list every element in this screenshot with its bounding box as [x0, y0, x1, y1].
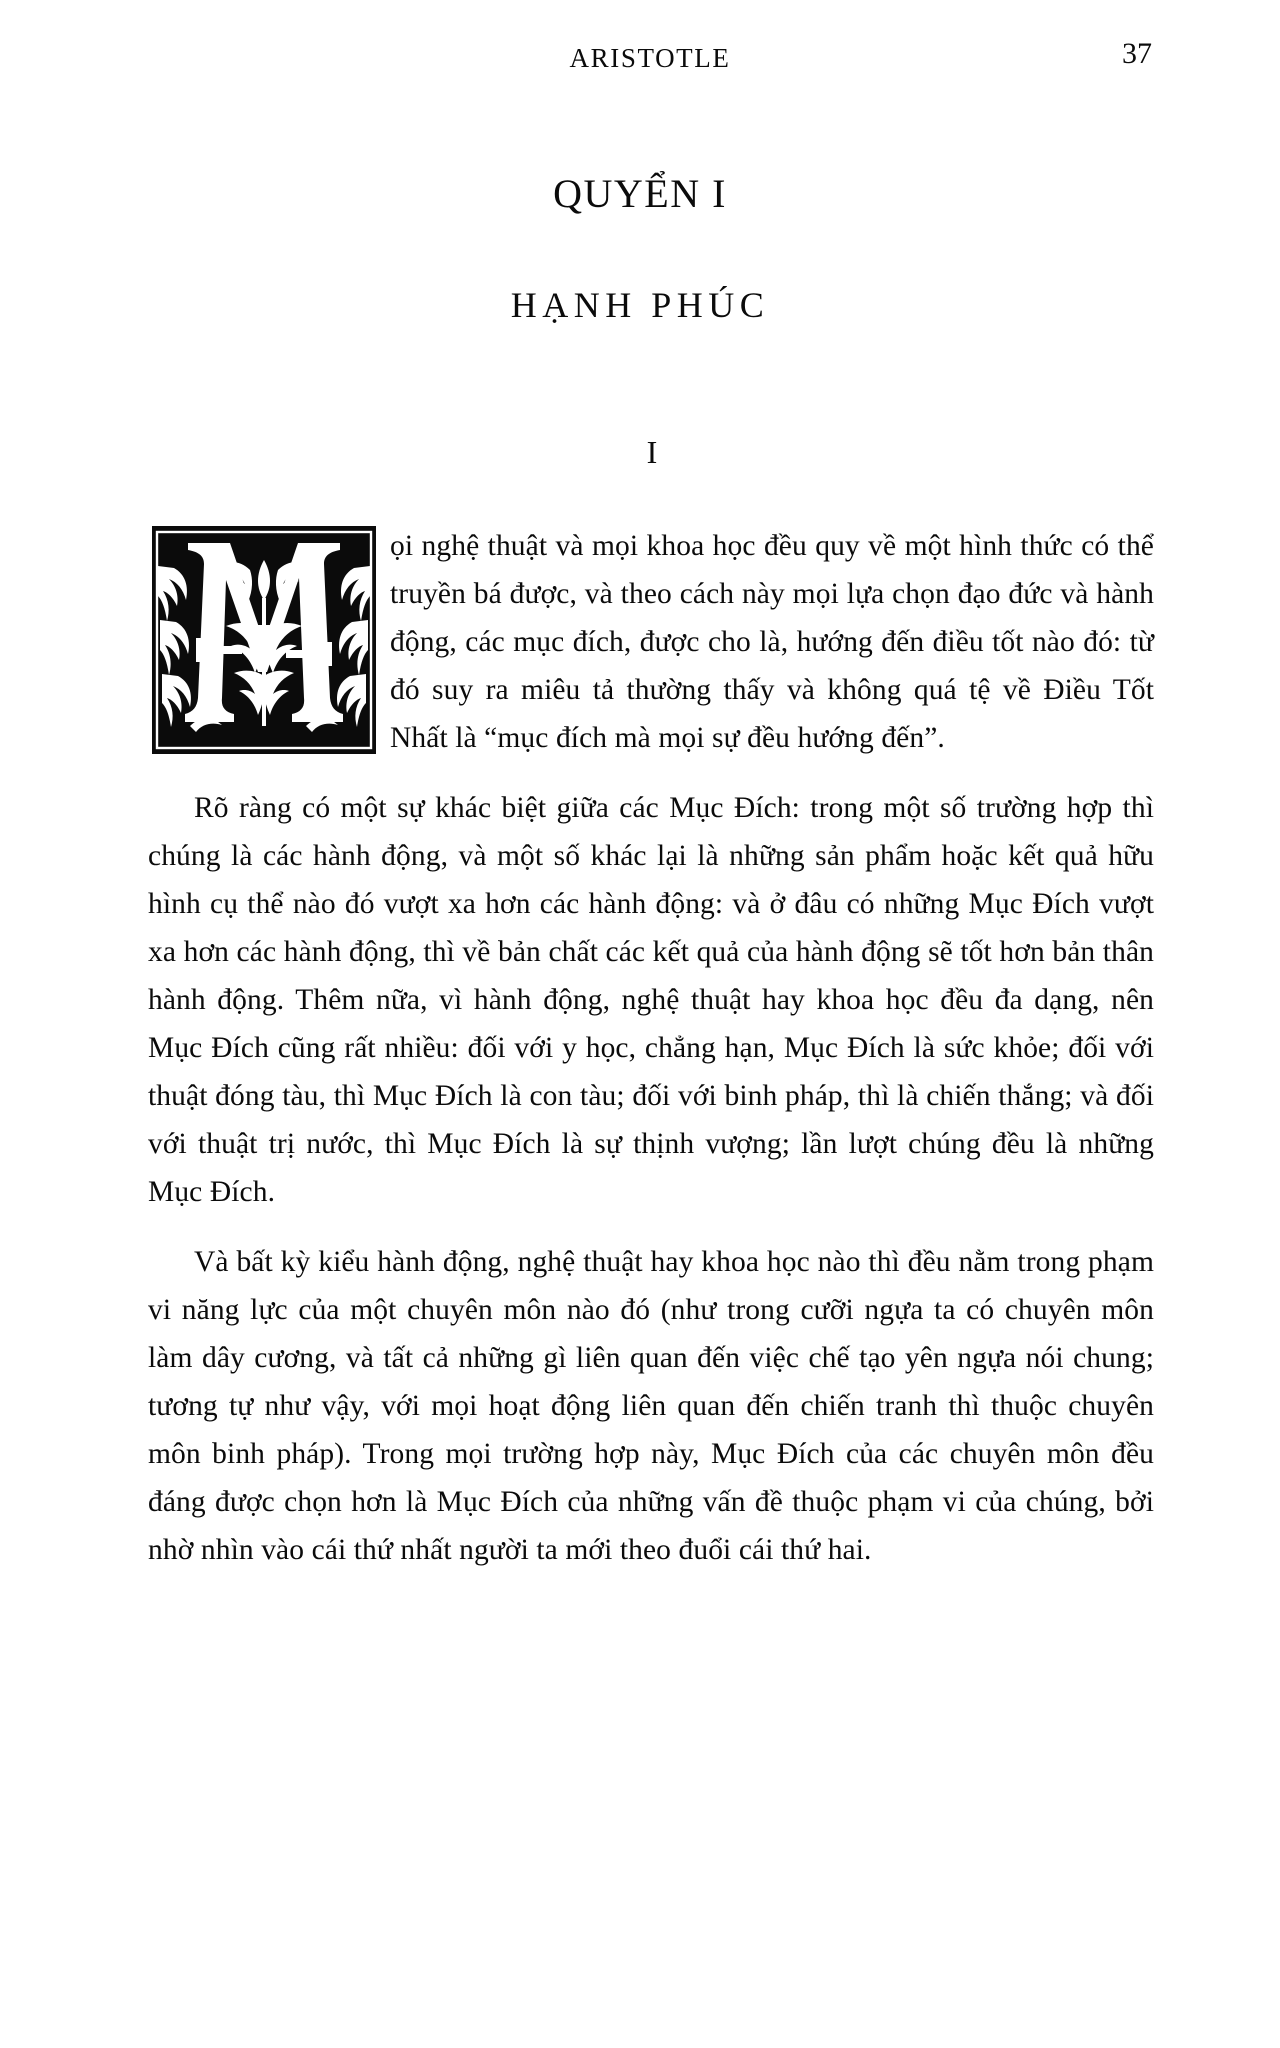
paragraph-2	[148, 784, 1154, 1216]
paragraph-3-text: Và bất kỳ kiểu hành động, nghệ thuật hay khoa học nào thì đều nằm trong phạm vi năng lực của một chuyên môn nào đó (như trong cưỡi ngựa ta có chuyên môn làm dây cương, và tất cả những gì liên quan đến việc chế tạo yên ngựa nói chung; tương tự như vậy, với mọi hoạt động liên quan đến chiến tranh thì thuộc chuyên môn binh pháp). Trong mọi trường hợp này, Mục Đích của các chuyên môn đều đáng được chọn hơn là Mục Đích của những vấn đề thuộc phạm vi của chúng, bởi nhờ nhìn vào cái thứ nhất người ta mới theo đuổi cái thứ hai.	[148, 1246, 1154, 1566]
page-number: 37	[1122, 37, 1152, 70]
body-text-block	[148, 522, 1154, 1574]
paragraph-1	[148, 522, 1154, 762]
book-title: QUYỂN I	[553, 171, 727, 216]
part-title: HẠNH PHÚC	[510, 285, 770, 325]
paragraph-3	[148, 1238, 1154, 1574]
running-head-title: ARISTOTLE	[569, 43, 731, 73]
ornamental-dropcap-m	[152, 526, 376, 754]
section-numeral: I	[646, 434, 658, 470]
paragraph-2-text: Rõ ràng có một sự khác biệt giữa các Mục Đích: trong một số trường hợp thì chúng là các hành động, và một số khác lại là những sản phẩm hoặc kết quả hữu hình cụ thể nào đó vượt xa hơn các hành động: và ở đâu có những Mục Đích vượt xa hơn các hành động, thì về bản chất các kết quả của hành động sẽ tốt hơn bản thân hành động. Thêm nữa, vì hành động, nghệ thuật hay khoa học đều đa dạng, nên Mục Đích cũng rất nhiều: đối với y học, chẳng hạn, Mục Đích là sức khỏe; đối với thuật đóng tàu, thì Mục Đích là con tàu; đối với binh pháp, thì là chiến thắng; và đối với thuật trị nước, thì Mục Đích là sự thịnh vượng; lần lượt chúng đều là những Mục Đích.	[148, 792, 1154, 1208]
paragraph-1-text: ọi nghệ thuật và mọi khoa học đều quy về một hình thức có thể truyền bá được, và theo cách này mọi lựa chọn đạo đức và hành động, các mục đích, được cho là, hướng đến điều tốt nào đó: từ đó suy ra miêu tả thường thấy và không quá tệ về Điều Tốt Nhất là “mục đích mà mọi sự đều hướng đến”.	[390, 530, 1154, 754]
running-head	[148, 37, 1152, 84]
